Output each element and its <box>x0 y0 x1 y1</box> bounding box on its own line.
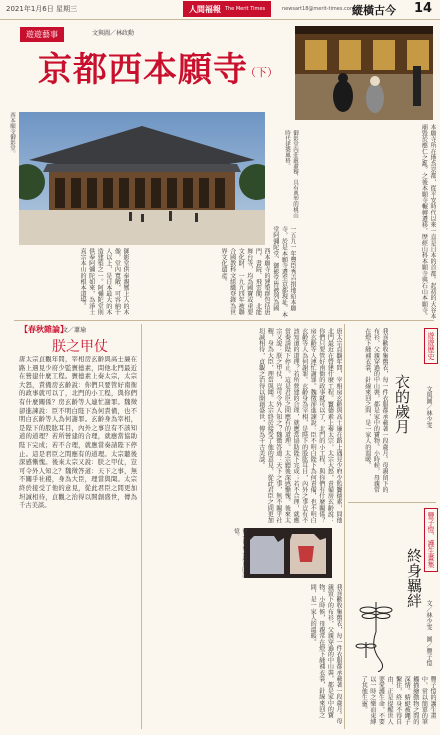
column-title: 朕之甲仗 <box>52 339 108 355</box>
painting-body: 豐子愷的護生畫中，常以簡單的筆觸描繪動物之間的深情。蜻蜓被繩子繫住，終身不得自由，正是提醒世人要愛護生命，不要以一時之樂而束縛了其他生靈。 <box>360 676 436 725</box>
painting-byline: 文／林少雯 圖／豐子愷 <box>425 600 432 666</box>
history-byline: 文與圖／林少雯 <box>425 386 432 428</box>
interior-photo <box>295 26 433 120</box>
masthead <box>183 1 271 17</box>
temple-photo-caption: 西本願寺御影堂。 <box>9 112 15 156</box>
history-body: 我喜歡收集舊衣，每一件衣服都承載著一段歲月。母親留下的布衫，父親穿過的中山裝，都是家中的寶物。小時候，母親常在燈下縫補衣裳，針線來回之間，是一家人的溫暖。 <box>363 328 388 493</box>
painting-series-tag: 豐子愷．護生畫集 <box>424 508 438 572</box>
history-tag: 遊遊歷史 <box>424 328 438 364</box>
article-column-4: 御影堂供奉親鸞上人的木像，堂內寬敞，可容納千人以上，是日本最大的木造建築之一。阿彌陀堂則供奉阿彌陀如來，為淨土真宗本山的根本道場。 <box>79 248 129 316</box>
column-divider <box>141 324 142 729</box>
middle-text-upper: 唐太宗貞觀年間，宰相房玄齡與高士廉在路上遇見少府少監竇德素，問他北門最近在營建什麼工程。竇德素上奏太宗，太宗大怒，責備房玄齡說：你們只要管好南衙的政事就可以了，北門的小工程，與你們有什麼關係？房玄齡等人連忙謝罪。魏徵卻進諫說：臣不明白陛下為何責備，也不明白玄齡等人為何謝罪。玄齡身為宰相，是陛下的股肱耳目，內外之事豈有不該知道的道理？若所營建的合理，就應當協助陛下完成；若不合理，就應當奏請陛下停止。這是君臣之間應有的道理。太宗聽後深感慚愧。後來太宗又說：朕之甲仗，豈可令外人知之？魏徵答道：天下之事，無不關乎社稷，身為大臣，理當與聞。太宗終於接受了他的意見，從此君臣之間更加坦誠相待，貞觀之治得以開創盛世，傳為千古美談。 <box>257 328 342 524</box>
article-kicker: 遊遊藝事 <box>20 27 64 42</box>
painting-title: 終身羈絆 <box>405 548 423 608</box>
section-title: 縱橫古今 <box>352 4 396 17</box>
dragonfly-illustration <box>350 592 402 672</box>
article-column-1: 本願寺所在地為京都，從平安時代以來一直是日本的首都。起初的大谷本廟毀於應仁之亂。之後本願寺輾轉遷移，歷經山科本願寺與石山本願寺。 <box>420 124 436 320</box>
masthead-subtitle: The Merit Times <box>224 6 266 12</box>
right-divider <box>344 324 345 729</box>
temple-photo <box>19 112 265 245</box>
article-byline: 文與圖／林政勳 <box>92 30 135 37</box>
history-title: 衣的歲月 <box>393 374 411 434</box>
contact-email[interactable]: newsart18@merit-times.com.tw <box>282 6 363 12</box>
interior-photo-caption: 御影堂內莊嚴肅穆，具有典型的桃山時代建築風格。 <box>284 130 298 218</box>
article-column-3: 西本願寺的建築群包括唐門、書院、飛雲閣、北能舞台等，均為國寶或重要文化財，一九九四年被聯合國教科文組織登錄為世界文化遺產。 <box>220 248 270 316</box>
column-body <box>19 356 137 731</box>
page-header <box>0 0 440 20</box>
right-inner-divider <box>348 502 436 503</box>
article-column-2: 一五九一年豐臣秀吉捐地給本願寺，於是本願寺遷至京都現址。本堂阿彌陀堂、御影堂皆被列為國 <box>272 226 296 318</box>
article-headline: 京都西本願寺 <box>38 50 248 90</box>
headline-part-marker: （下） <box>245 66 278 79</box>
page-number: 14 <box>414 1 433 16</box>
clothes-photo-caption: 舊衣留存著歲月的記憶。 <box>233 528 247 578</box>
column-text: 唐太宗貞觀年間，宰相房玄齡與高士廉在路上遇見少府少監竇德素，問他北門最近在營建什麼工程。竇德素上奏太宗，太宗大怒，責備房玄齡說：你們只要管好南衙的政事就可以了，北門的小工程，與你們有什麼關係？房玄齡等人連忙謝罪。魏徵卻進諫說：臣不明白陛下為何責備，也不明白玄齡等人為何謝罪。玄齡身為宰相，是陛下的股肱耳目，內外之事豈有不該知道的道理？若所營建的合理，就應當協助陛下完成；若不合理，就應當奏請陛下停止。這是君臣之間應有的道理。太宗聽後深感慚愧。後來太宗又說：朕之甲仗，豈可令外人知之？魏徵答道：天下之事，無不關乎社稷，身為大臣，理當與聞。太宗終於接受了他的意見，從此君臣之間更加坦誠相待，貞觀之治得以開創盛世，傳為千古美談。 <box>19 356 137 510</box>
middle-text-lower: 我喜歡收集舊衣，每一件衣服都承載著一段歲月。母親留下的布衫，父親穿過的中山裝，都是家中的寶物。小時候，母親常在燈下縫補衣裳，針線來回之間，是一家人的溫暖。 <box>309 584 342 725</box>
section-divider <box>14 320 434 321</box>
clothes-photo <box>244 528 332 578</box>
masthead-title: 人間福報 <box>188 4 221 14</box>
column-kicker: 【春秋雜論】 <box>20 325 68 334</box>
column-byline: 文／蕭瑜 <box>62 327 87 334</box>
issue-date: 2021年1月6日 星期三 <box>6 5 77 13</box>
